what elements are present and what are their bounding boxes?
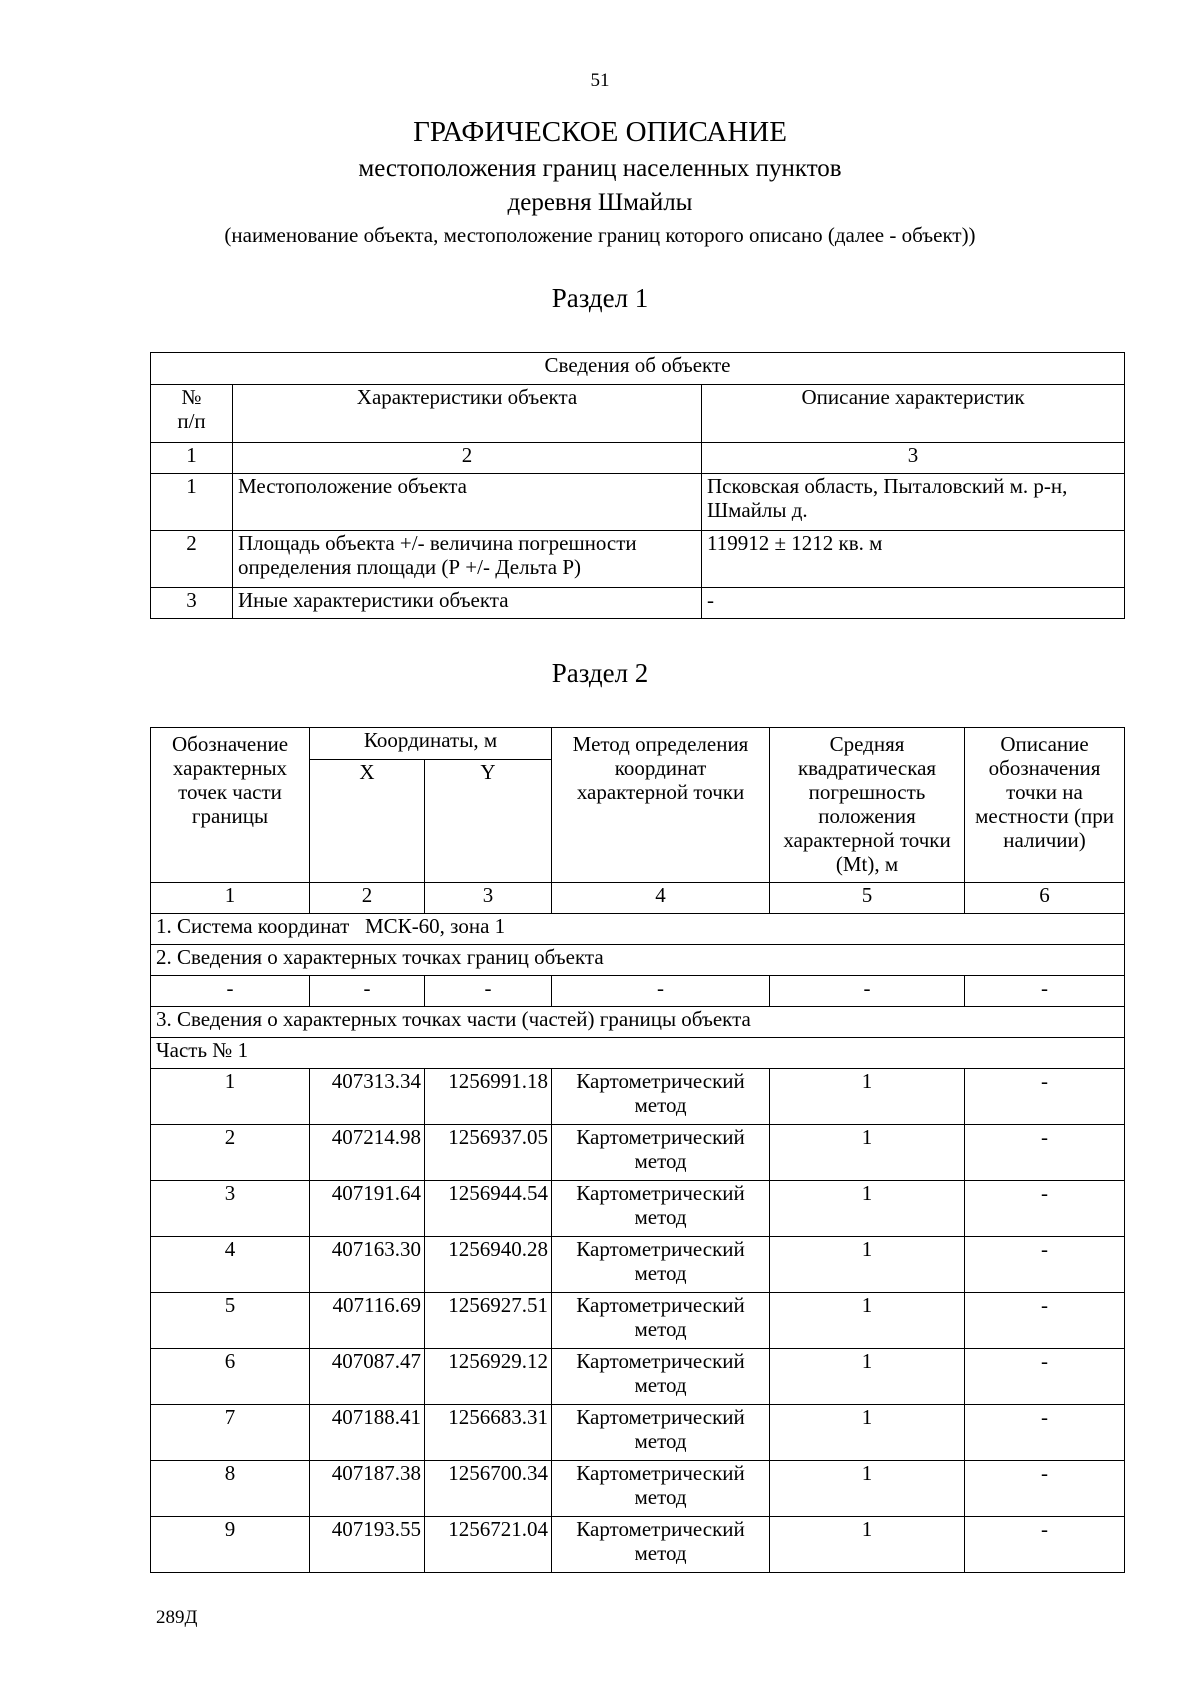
point-number: 6 <box>151 1349 310 1405</box>
column-header-y: Y <box>425 760 552 883</box>
characteristic-value: - <box>702 588 1125 619</box>
footer-code: 289Д <box>156 1607 198 1628</box>
point-number: 5 <box>151 1293 310 1349</box>
point-number: 1 <box>151 1069 310 1125</box>
coordinate-x: 407313.34 <box>310 1069 425 1125</box>
column-header-characteristics: Характеристики объекта <box>233 385 702 443</box>
point-number: 3 <box>151 1181 310 1237</box>
coordinate-y: 1256944.54 <box>425 1181 552 1237</box>
page-number: 51 <box>590 70 610 91</box>
method: Картометрический метод <box>552 1293 770 1349</box>
point-description: - <box>965 1237 1125 1293</box>
coordinate-x: 407214.98 <box>310 1125 425 1181</box>
column-number: 3 <box>702 443 1125 474</box>
mean-square-error: 1 <box>770 1517 965 1573</box>
section-2-title: Раздел 2 <box>551 658 649 688</box>
mean-square-error: 1 <box>770 1405 965 1461</box>
mean-square-error: 1 <box>770 1181 965 1237</box>
point-number: 8 <box>151 1461 310 1517</box>
point-description: - <box>965 1181 1125 1237</box>
coordinate-x: 407116.69 <box>310 1293 425 1349</box>
coordinate-system: 1. Система координат МСК-60, зона 1 <box>151 914 1125 945</box>
points-table <box>150 727 1125 1573</box>
coordinate-y: 1256940.28 <box>425 1237 552 1293</box>
point-number: 4 <box>151 1237 310 1293</box>
empty-cell: - <box>770 976 965 1007</box>
method: Картометрический метод <box>552 1517 770 1573</box>
characteristic-value: 119912 ± 1212 кв. м <box>702 531 1125 588</box>
row-number: 3 <box>151 588 233 619</box>
coordinate-y: 1256991.18 <box>425 1069 552 1125</box>
empty-cell: - <box>552 976 770 1007</box>
table-title: Сведения об объекте <box>151 353 1125 385</box>
table-row <box>151 474 1125 531</box>
method: Картометрический метод <box>552 1461 770 1517</box>
part-points-title: 3. Сведения о характерных точках части (частей) границы объекта <box>151 1007 1125 1038</box>
object-info-table <box>150 352 1125 619</box>
column-number: 6 <box>965 883 1125 914</box>
mean-square-error: 1 <box>770 1461 965 1517</box>
column-header-x: X <box>310 760 425 883</box>
document-caption: (наименование объекта, местоположение границ которого описано (далее - объект)) <box>224 223 976 247</box>
point-description: - <box>965 1349 1125 1405</box>
column-header-description: Описание обозначения точки на местности (при наличии) <box>965 728 1125 883</box>
empty-cell: - <box>310 976 425 1007</box>
mean-square-error: 1 <box>770 1125 965 1181</box>
method: Картометрический метод <box>552 1181 770 1237</box>
column-number: 2 <box>233 443 702 474</box>
column-number: 1 <box>151 883 310 914</box>
coordinate-x: 407191.64 <box>310 1181 425 1237</box>
column-header-description: Описание характеристик <box>702 385 1125 443</box>
table-row <box>151 1293 1125 1349</box>
table-row <box>151 1461 1125 1517</box>
point-description: - <box>965 1517 1125 1573</box>
column-number: 4 <box>552 883 770 914</box>
column-header-coordinates: Координаты, м <box>310 728 552 760</box>
table-row <box>151 1517 1125 1573</box>
document-title: ГРАФИЧЕСКОЕ ОПИСАНИЕ <box>413 116 787 148</box>
coordinate-y: 1256700.34 <box>425 1461 552 1517</box>
settlement-name: деревня Шмайлы <box>507 189 693 216</box>
characteristic-name: Площадь объекта +/- величина погрешности определения площади (Р +/- Дельта Р) <box>233 531 702 588</box>
coordinate-x: 407187.38 <box>310 1461 425 1517</box>
coordinate-x: 407193.55 <box>310 1517 425 1573</box>
table-row <box>151 1181 1125 1237</box>
table-row <box>151 1405 1125 1461</box>
points-body <box>151 1069 1125 1573</box>
column-header-method: Метод определения координат характерной точки <box>552 728 770 883</box>
column-number: 1 <box>151 443 233 474</box>
coordinate-x: 407188.41 <box>310 1405 425 1461</box>
point-number: 2 <box>151 1125 310 1181</box>
section-1-title: Раздел 1 <box>551 283 649 313</box>
coordinate-y: 1256929.12 <box>425 1349 552 1405</box>
mean-square-error: 1 <box>770 1293 965 1349</box>
point-description: - <box>965 1405 1125 1461</box>
method: Картометрический метод <box>552 1125 770 1181</box>
characteristic-name: Иные характеристики объекта <box>233 588 702 619</box>
coordinate-y: 1256683.31 <box>425 1405 552 1461</box>
table-row <box>151 976 1125 1007</box>
point-number: 7 <box>151 1405 310 1461</box>
coordinate-x: 407163.30 <box>310 1237 425 1293</box>
characteristic-value: Псковская область, Пыталовский м. р-н, Шмайлы д. <box>702 474 1125 531</box>
part-title: Часть № 1 <box>151 1038 1125 1069</box>
column-header-error: Средняя квадратическая погрешность положения характерной точки (Mt), м <box>770 728 965 883</box>
point-description: - <box>965 1125 1125 1181</box>
point-description: - <box>965 1461 1125 1517</box>
point-number: 9 <box>151 1517 310 1573</box>
method: Картометрический метод <box>552 1405 770 1461</box>
empty-cell: - <box>151 976 310 1007</box>
point-description: - <box>965 1069 1125 1125</box>
characteristic-name: Местоположение объекта <box>233 474 702 531</box>
column-number: 3 <box>425 883 552 914</box>
mean-square-error: 1 <box>770 1069 965 1125</box>
row-number: 1 <box>151 474 233 531</box>
mean-square-error: 1 <box>770 1237 965 1293</box>
column-number: 5 <box>770 883 965 914</box>
coordinate-y: 1256937.05 <box>425 1125 552 1181</box>
coordinate-y: 1256927.51 <box>425 1293 552 1349</box>
coordinate-x: 407087.47 <box>310 1349 425 1405</box>
method: Картометрический метод <box>552 1349 770 1405</box>
method: Картометрический метод <box>552 1237 770 1293</box>
coordinate-y: 1256721.04 <box>425 1517 552 1573</box>
column-header-number: № п/п <box>151 385 233 443</box>
table-row <box>151 531 1125 588</box>
table-row <box>151 1069 1125 1125</box>
boundary-points-title: 2. Сведения о характерных точках границ объекта <box>151 945 1125 976</box>
table-row <box>151 1237 1125 1293</box>
table-row <box>151 1125 1125 1181</box>
empty-cell: - <box>965 976 1125 1007</box>
table-row <box>151 588 1125 619</box>
empty-cell: - <box>425 976 552 1007</box>
point-description: - <box>965 1293 1125 1349</box>
column-number: 2 <box>310 883 425 914</box>
method: Картометрический метод <box>552 1069 770 1125</box>
row-number: 2 <box>151 531 233 588</box>
document-subtitle: местоположения границ населенных пунктов <box>358 155 842 182</box>
column-header-point: Обозначение характерных точек части границы <box>151 728 310 883</box>
table-row <box>151 1349 1125 1405</box>
mean-square-error: 1 <box>770 1349 965 1405</box>
